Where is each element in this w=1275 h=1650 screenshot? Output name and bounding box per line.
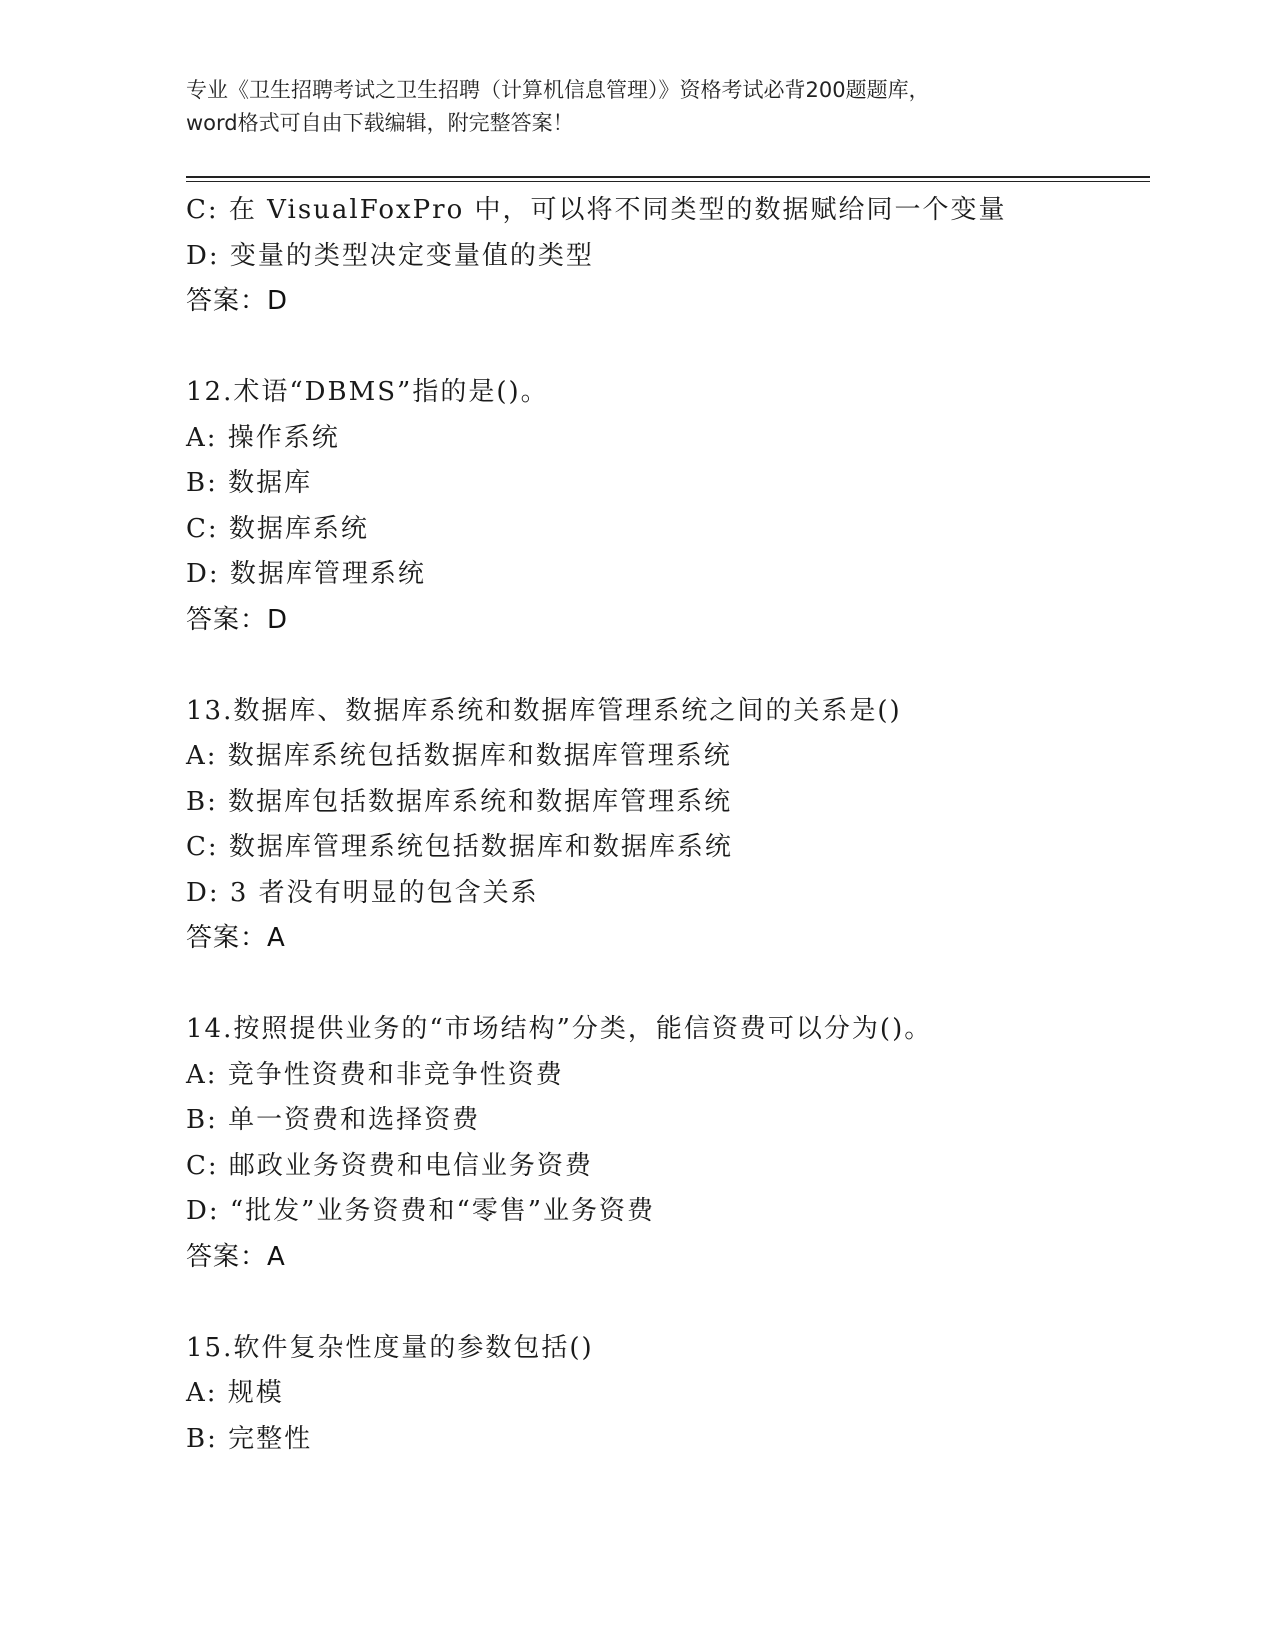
answer-line: 答案：D <box>186 286 289 316</box>
option-a: A: 竞争性资费和非竞争性资费 <box>186 1059 564 1090</box>
answer-line: 答案：A <box>186 1241 286 1272</box>
question-stem: 13.数据库、数据库系统和数据库管理系统之间的关系是() <box>186 695 902 726</box>
option-b: B: 数据库包括数据库系统和数据库管理系统 <box>186 786 733 817</box>
option-d: D: 变量的类型决定变量值的类型 <box>186 240 594 271</box>
option-c: C: 在 VisualFoxPro 中，可以将不同类型的数据赋给同一个变量 <box>186 195 1007 225</box>
question-11-tail <box>186 188 1150 325</box>
option-c: C: 数据库管理系统包括数据库和数据库系统 <box>186 832 733 862</box>
answer-line: 答案：D <box>186 604 289 635</box>
question-stem: 12.术语“DBMS”指的是()。 <box>186 377 549 407</box>
option-b: B: 单一资费和选择资费 <box>186 1105 481 1135</box>
option-b: B: 数据库 <box>186 468 313 498</box>
document-header <box>186 74 1086 140</box>
header-divider-thin <box>186 181 1150 182</box>
option-d: D: 3 者没有明显的包含关系 <box>186 877 539 908</box>
option-c: C: 邮政业务资费和电信业务资费 <box>186 1150 593 1181</box>
option-b: B: 完整性 <box>186 1423 313 1454</box>
spacer <box>186 643 1150 689</box>
question-12 <box>186 370 1150 643</box>
header-line-2: word格式可自由下载编辑，附完整答案！ <box>186 111 574 135</box>
question-15 <box>186 1326 1150 1463</box>
spacer <box>186 1280 1150 1326</box>
option-d: D: “批发”业务资费和“零售”业务资费 <box>186 1196 656 1226</box>
question-14 <box>186 1007 1150 1280</box>
option-a: A: 操作系统 <box>186 422 340 453</box>
spacer <box>186 962 1150 1008</box>
question-stem: 14.按照提供业务的“市场结构”分类，能信资费可以分为()。 <box>186 1014 933 1044</box>
spacer <box>186 325 1150 371</box>
header-divider-thick <box>186 176 1150 178</box>
question-list <box>186 188 1150 1462</box>
question-stem: 15.软件复杂性度量的参数包括() <box>186 1332 594 1363</box>
question-13 <box>186 689 1150 962</box>
answer-line: 答案：A <box>186 923 286 953</box>
option-d: D: 数据库管理系统 <box>186 559 426 589</box>
header-line-1: 专业《卫生招聘考试之卫生招聘（计算机信息管理）》资格考试必背200题题库， <box>186 78 930 102</box>
option-a: A: 数据库系统包括数据库和数据库管理系统 <box>186 741 732 771</box>
option-c: C: 数据库系统 <box>186 513 369 544</box>
option-a: A: 规模 <box>186 1378 284 1408</box>
